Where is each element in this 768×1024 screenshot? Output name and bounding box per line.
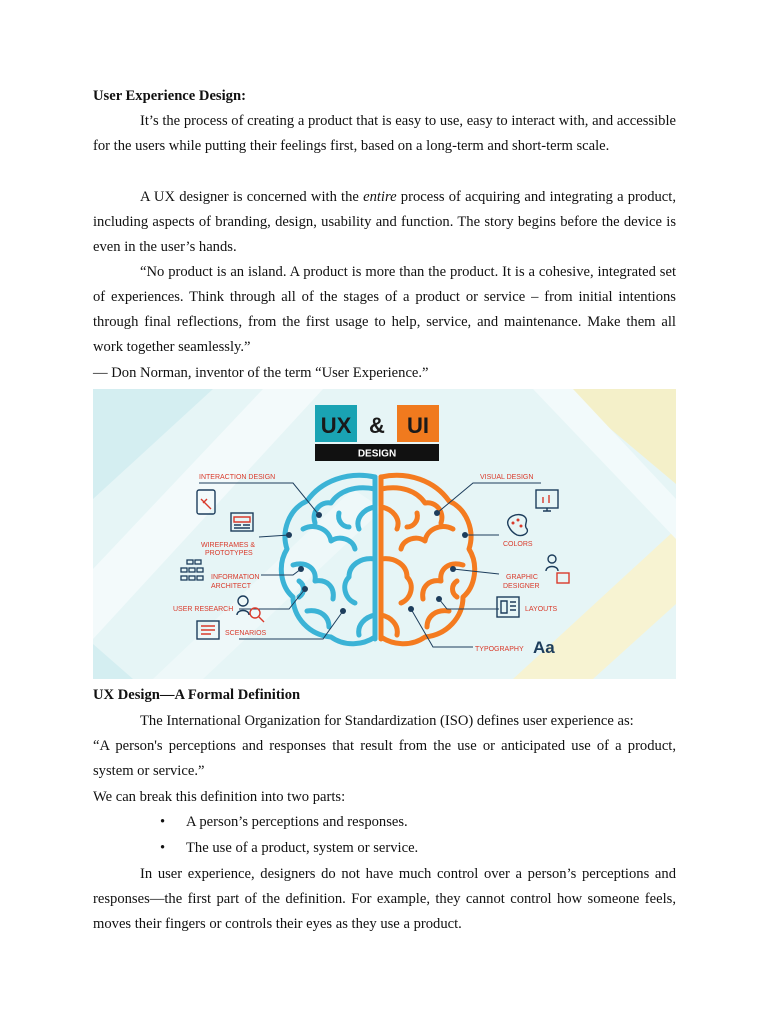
- label-wireframes-1: WIREFRAMES &: [201, 542, 256, 549]
- paragraph-ux-designer-end: process of acquiring and integrating a product, including aspects of branding, design, usability and function. The story begins before the device is even in the user’s hands.: [93, 189, 676, 255]
- ui-title: UI: [407, 413, 429, 438]
- label-typography: TYPOGRAPHY: [475, 646, 524, 653]
- section-heading-ux-design: User Experience Design:: [93, 88, 246, 104]
- bullet-item: [160, 810, 408, 835]
- design-subtitle: DESIGN: [357, 448, 397, 460]
- paragraph-ux-designer-start: A UX designer is concerned with the: [140, 189, 364, 205]
- label-graphic-2: DESIGNER: [503, 583, 540, 590]
- bullet-text: A person’s perceptions and responses.: [186, 814, 408, 830]
- label-scenarios: SCENARIOS: [225, 630, 267, 637]
- ux-ui-design-infographic: [93, 389, 676, 679]
- label-wireframes-2: PROTOTYPES: [205, 550, 253, 557]
- label-colors: COLORS: [503, 541, 533, 548]
- iso-intro: The International Organization for Standardization (ISO) defines user experience as:: [140, 713, 634, 729]
- closing-paragraph: In user experience, designers do not have much control over a person’s perceptions and responses—the first part of the definition. For example, they cannot control how someone feels, moves their fingers or controls their eyes as they use a product.: [93, 866, 676, 932]
- typography-icon: Aa: [533, 638, 555, 657]
- label-information-2: ARCHITECT: [211, 583, 252, 590]
- quote-don-norman: “No product is an island. A product is more than the product. It is a cohesive, integrated set of experiences. Think through all of the stages of a product or service – from initial intentions through final reflections, from the first usage to help, service, and maintenance. Make them all work together seamlessly.”: [93, 264, 676, 355]
- bullet-dot-icon: •: [160, 840, 166, 856]
- break-intro: We can break this definition into two parts:: [93, 789, 346, 805]
- label-information-1: INFORMATION: [211, 574, 260, 581]
- section-heading-formal-definition: UX Design—A Formal Definition: [93, 687, 301, 703]
- bullet-item: [160, 836, 418, 861]
- title-badge: [315, 405, 439, 461]
- label-user-research: USER RESEARCH: [173, 606, 234, 613]
- ampersand: &: [369, 413, 385, 438]
- label-graphic-1: GRAPHIC: [506, 574, 538, 581]
- label-layouts: LAYOUTS: [525, 606, 558, 613]
- label-visual-design: VISUAL DESIGN: [480, 474, 534, 481]
- ux-title: UX: [320, 413, 352, 438]
- paragraph-ux-designer: [93, 185, 676, 260]
- iso-definition-quote: “A person's perceptions and responses that result from the use or anticipated use of a product, system or service.”: [93, 738, 676, 779]
- label-interaction-design: INTERACTION DESIGN: [199, 474, 276, 481]
- bullet-text: The use of a product, system or service.: [186, 840, 419, 856]
- quote-attribution: — Don Norman, inventor of the term “User Experience.”: [93, 365, 429, 381]
- emphasis-entire: entire: [363, 189, 397, 205]
- bullet-dot-icon: •: [160, 814, 166, 830]
- paragraph-definition: It’s the process of creating a product that is easy to use, easy to interact with, and accessible for the users while putting their feelings first, based on a long-term and short-term scale.: [93, 113, 676, 154]
